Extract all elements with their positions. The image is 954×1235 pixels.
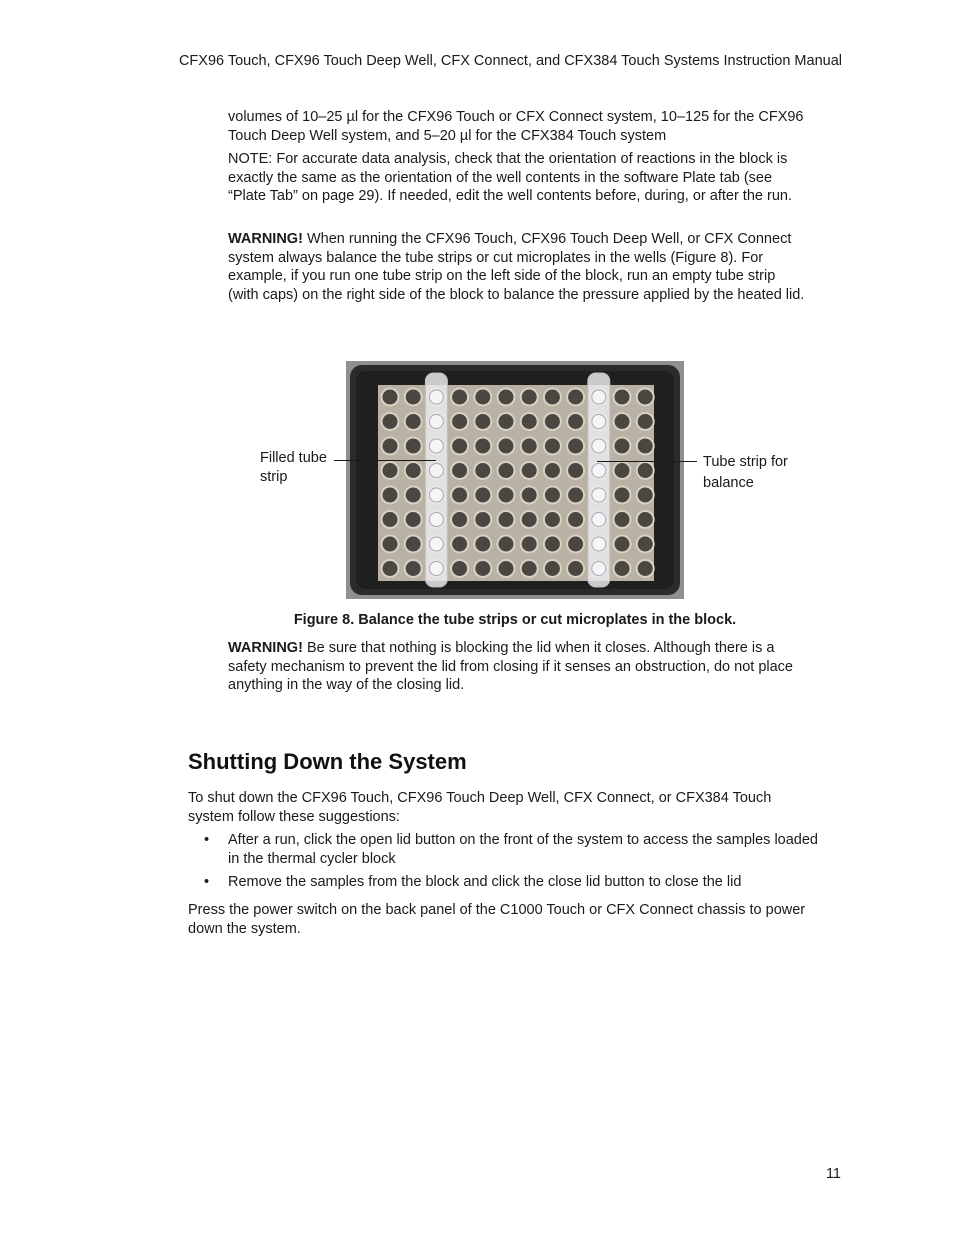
well: [545, 488, 560, 503]
warning-label: WARNING!: [228, 640, 303, 656]
well: [568, 414, 583, 429]
well: [383, 537, 398, 552]
bullet-icon: •: [204, 874, 210, 890]
figure-caption: Figure 8. Balance the tube strips or cut microplates in the block.: [293, 612, 737, 628]
well: [499, 390, 514, 405]
warning-paragraph-balance: [228, 230, 808, 304]
tube-cap: [429, 415, 443, 429]
well: [638, 414, 653, 429]
well: [452, 463, 467, 478]
well: [475, 414, 490, 429]
well: [383, 463, 398, 478]
thermal-block-photo: [346, 361, 684, 599]
well: [383, 512, 398, 527]
warning-text: Be sure that nothing is blocking the lid when it closes. Although there is a safety mechanism to prevent the lid from closing if it senses an obstruction, do not place anything in the way of the closing lid.: [228, 640, 793, 693]
shutdown-bullet-list: [188, 831, 828, 897]
volumes-paragraph: volumes of 10–25 µl for the CFX96 Touch or CFX Connect system, 10–125 for the CFX96 Touch Deep Well system, and 5–20 µl for the CFX384 Touch system: [228, 109, 804, 144]
well: [615, 561, 630, 576]
tube-cap: [592, 415, 606, 429]
well: [568, 488, 583, 503]
block-illustration: [346, 361, 684, 599]
tube-cap: [429, 537, 443, 551]
well: [545, 561, 560, 576]
well: [522, 439, 537, 454]
well: [615, 537, 630, 552]
well: [406, 463, 421, 478]
warning-paragraph-lid: [228, 639, 808, 695]
well: [545, 537, 560, 552]
well: [638, 390, 653, 405]
bullet-icon: •: [204, 832, 210, 848]
well: [406, 390, 421, 405]
well: [499, 512, 514, 527]
tube-cap: [592, 488, 606, 502]
well: [568, 537, 583, 552]
well: [615, 488, 630, 503]
well: [475, 561, 490, 576]
well: [406, 488, 421, 503]
well: [475, 463, 490, 478]
list-item: • Remove the samples from the block and click the close lid button to close the lid: [204, 874, 742, 890]
warning-label: WARNING!: [228, 231, 303, 247]
tube-cap: [429, 513, 443, 527]
tube-cap: [429, 562, 443, 576]
tube-cap: [592, 390, 606, 404]
well: [499, 463, 514, 478]
well: [475, 439, 490, 454]
well: [475, 488, 490, 503]
well: [638, 512, 653, 527]
well: [615, 390, 630, 405]
well: [568, 463, 583, 478]
well: [475, 537, 490, 552]
tube-cap: [429, 488, 443, 502]
well: [452, 414, 467, 429]
well: [406, 561, 421, 576]
well: [452, 537, 467, 552]
well: [522, 414, 537, 429]
tube-cap: [429, 464, 443, 478]
well: [568, 390, 583, 405]
well: [406, 537, 421, 552]
tube-cap: [429, 439, 443, 453]
list-item: • After a run, click the open lid button on the front of the system to access the samples loaded in the thermal cycler block: [204, 832, 818, 867]
well: [452, 561, 467, 576]
well: [499, 439, 514, 454]
tube-cap: [592, 464, 606, 478]
well: [545, 390, 560, 405]
well: [545, 463, 560, 478]
well: [406, 414, 421, 429]
well: [522, 512, 537, 527]
well: [383, 488, 398, 503]
well: [522, 488, 537, 503]
well: [452, 390, 467, 405]
shutdown-intro: To shut down the CFX96 Touch, CFX96 Touch Deep Well, CFX Connect, or CFX384 Touch system follow these suggestions:: [188, 790, 772, 825]
well: [568, 561, 583, 576]
running-header: CFX96 Touch, CFX96 Touch Deep Well, CFX Connect, and CFX384 Touch Systems Instruction Manual: [178, 53, 842, 69]
well: [638, 463, 653, 478]
tube-cap: [592, 537, 606, 551]
tube-cap: [592, 562, 606, 576]
well: [638, 537, 653, 552]
well: [499, 414, 514, 429]
warning-text: When running the CFX96 Touch, CFX96 Touch Deep Well, or CFX Connect system always balance the tube strips or cut microplates in the wells (Figure 8). For example, if you run one tube strip on the left side of the block, run an empty tube strip (with caps) on the right side of the block to balance the pressure applied by the heated lid.: [228, 231, 805, 303]
tube-strip: [425, 373, 447, 587]
well: [615, 439, 630, 454]
well: [383, 390, 398, 405]
well: [545, 512, 560, 527]
well: [406, 439, 421, 454]
well: [568, 439, 583, 454]
note-paragraph: NOTE: For accurate data analysis, check that the orientation of reactions in the block is exactly the same as the orientation of the well contents in the software Plate tab (see “Plate Tab” on page 29). If needed, edit the well contents before, during, or after the run.: [228, 151, 792, 204]
well: [383, 439, 398, 454]
well: [383, 561, 398, 576]
well: [452, 512, 467, 527]
well: [615, 463, 630, 478]
well: [452, 488, 467, 503]
well: [383, 414, 398, 429]
well: [522, 390, 537, 405]
well: [522, 537, 537, 552]
well: [638, 561, 653, 576]
tube-cap: [429, 390, 443, 404]
well: [406, 512, 421, 527]
power-down-paragraph: Press the power switch on the back panel of the C1000 Touch or CFX Connect chassis to power down the system.: [188, 902, 806, 937]
section-heading: Shutting Down the System: [188, 749, 467, 774]
well: [638, 439, 653, 454]
well: [545, 439, 560, 454]
well: [615, 414, 630, 429]
well: [452, 439, 467, 454]
well: [475, 512, 490, 527]
tube-cap: [592, 513, 606, 527]
well: [615, 512, 630, 527]
callout-line-left: [334, 460, 436, 461]
well: [568, 512, 583, 527]
well: [545, 414, 560, 429]
callout-line-right: [597, 461, 697, 462]
tube-strip: [588, 373, 610, 587]
callout-balance-strip: Tube strip for balance: [703, 454, 788, 491]
well: [522, 561, 537, 576]
tube-cap: [592, 439, 606, 453]
well: [638, 488, 653, 503]
page-number: 11: [825, 1166, 841, 1182]
well: [499, 537, 514, 552]
well: [475, 390, 490, 405]
well: [522, 463, 537, 478]
callout-filled-tube-strip: Filled tube strip: [260, 450, 327, 485]
well: [499, 561, 514, 576]
well: [499, 488, 514, 503]
